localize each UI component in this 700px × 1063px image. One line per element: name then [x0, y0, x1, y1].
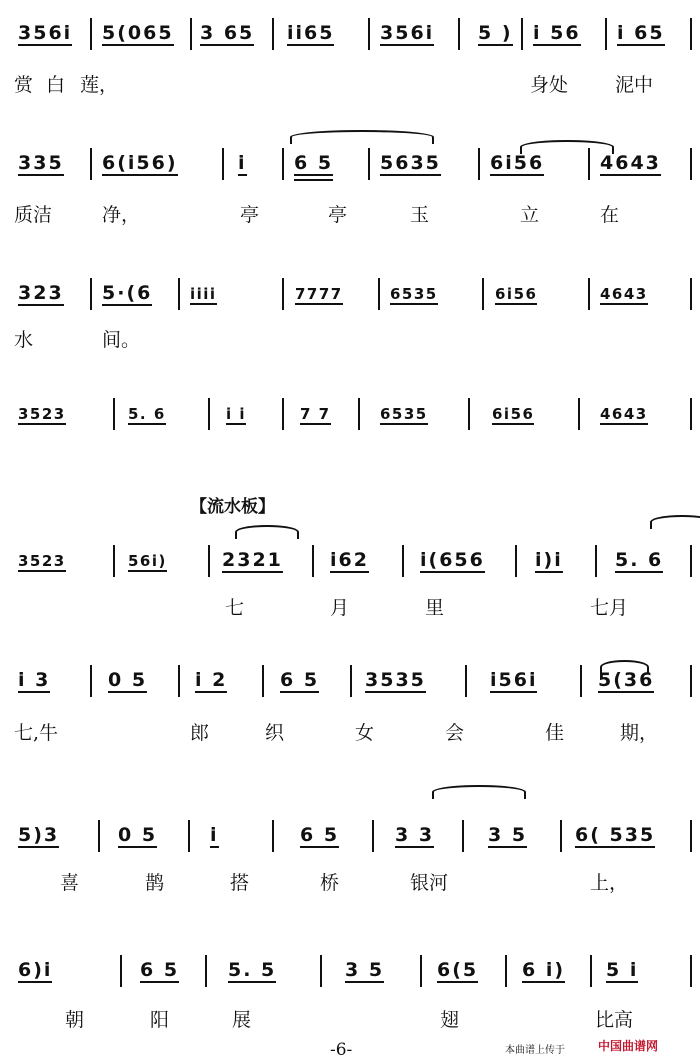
barline: [690, 398, 692, 430]
lyric-syllable: 朝: [65, 1009, 85, 1031]
measure-notes: 6i56: [490, 152, 545, 174]
measure-notes: 5 ): [478, 22, 513, 44]
slur-mark: [520, 140, 614, 154]
barline: [272, 18, 274, 50]
barline: [468, 398, 470, 430]
measure-notes: 6(5: [437, 959, 479, 981]
barline: [690, 820, 692, 852]
lyric-syllable: 水: [14, 329, 34, 351]
measure-notes: 6 5: [140, 959, 180, 981]
measure-notes: 0 5: [118, 824, 158, 846]
lyric-row: [0, 718, 700, 748]
lyric-row: [0, 70, 700, 100]
slur-mark: [290, 130, 434, 144]
barline: [458, 18, 460, 50]
lyric-syllable: 桥: [320, 872, 340, 894]
barline: [478, 148, 480, 180]
barline: [262, 665, 264, 697]
measure-notes: i)i: [535, 549, 563, 571]
lyric-syllable: 亭: [328, 204, 348, 226]
lyric-syllable: 织: [265, 722, 285, 744]
measure-notes: 4643: [600, 152, 661, 174]
measure-notes: 3535: [365, 669, 426, 691]
measure-notes: 5 i: [606, 959, 639, 981]
measure-notes: 6535: [380, 405, 428, 423]
barline: [420, 955, 422, 987]
measure-notes: 6i56: [492, 405, 535, 423]
barline: [378, 278, 380, 310]
measure-notes: i: [238, 152, 247, 174]
barline: [690, 545, 692, 577]
measure-notes: i62: [330, 549, 369, 571]
lyric-syllable: 月: [330, 597, 350, 619]
measure-notes: i 56: [533, 22, 581, 44]
measure-notes: 56i): [128, 552, 167, 570]
lyric-syllable: 在: [600, 204, 620, 226]
barline: [690, 278, 692, 310]
barline: [465, 665, 467, 697]
lyric-syllable: 赏: [14, 74, 34, 96]
barline: [90, 665, 92, 697]
barline: [208, 398, 210, 430]
notation-row: [0, 955, 700, 985]
measure-notes: 3523: [18, 552, 66, 570]
measure-notes: 5)3: [18, 824, 60, 846]
measure-notes: 5(065: [102, 22, 174, 44]
measure-notes: 356i: [380, 22, 435, 44]
measure-notes: 4643: [600, 405, 648, 423]
barline: [590, 955, 592, 987]
barline: [372, 820, 374, 852]
lyric-syllable: 展: [232, 1009, 252, 1031]
measure-notes: 6(i56): [102, 152, 178, 174]
measure-notes: 323: [18, 282, 64, 304]
lyric-syllable: 女: [355, 722, 375, 744]
lyric-row: [0, 200, 700, 230]
barline: [595, 545, 597, 577]
barline: [605, 18, 607, 50]
barline: [190, 18, 192, 50]
barline: [368, 18, 370, 50]
lyric-syllable: 鹊: [145, 872, 165, 894]
measure-notes: 2321: [222, 549, 283, 571]
lyric-row: [0, 1005, 700, 1035]
lyric-syllable: 阳: [150, 1009, 170, 1031]
lyric-syllable: 七,牛: [14, 722, 59, 744]
section-label: 【流水板】: [190, 497, 275, 517]
measure-notes: 5·(6: [102, 282, 153, 304]
lyric-syllable: 玉: [410, 204, 430, 226]
measure-notes: 6i56: [495, 285, 538, 303]
measure-notes: 5(36: [598, 669, 655, 691]
notation-row: [0, 398, 700, 428]
barline: [282, 278, 284, 310]
page-number: -6-: [330, 1040, 353, 1060]
lyric-row: [0, 325, 700, 355]
barline: [282, 398, 284, 430]
notation-row: [0, 278, 700, 308]
barline: [482, 278, 484, 310]
barline: [350, 665, 352, 697]
barline: [690, 148, 692, 180]
barline: [113, 398, 115, 430]
measure-notes: 335: [18, 152, 64, 174]
barline: [90, 18, 92, 50]
lyric-syllable: 搭: [230, 872, 250, 894]
lyric-syllable: 泥中: [615, 74, 654, 96]
notation-row: [0, 545, 700, 575]
site-brand-logo: 中国曲谱网: [598, 1039, 659, 1053]
measure-notes: 5. 6: [615, 549, 664, 571]
lyric-syllable: 莲，: [80, 74, 119, 96]
measure-notes: 5. 6: [128, 405, 166, 423]
measure-notes: i 2: [195, 669, 228, 691]
lyric-syllable: 立: [520, 204, 540, 226]
lyric-syllable: 七: [225, 597, 245, 619]
lyric-syllable: 白: [46, 74, 66, 96]
barline: [560, 820, 562, 852]
measure-notes: 3523: [18, 405, 66, 423]
measure-notes: 7777: [295, 285, 343, 303]
barline: [113, 545, 115, 577]
measure-notes: i 65: [617, 22, 665, 44]
barline: [580, 665, 582, 697]
barline: [578, 398, 580, 430]
lyric-syllable: 间。: [102, 329, 141, 351]
barline: [690, 665, 692, 697]
barline: [505, 955, 507, 987]
slur-mark: [432, 785, 526, 799]
lyric-syllable: 佳: [545, 722, 565, 744]
lyric-syllable: 银河: [410, 872, 449, 894]
measure-notes: 3 5: [345, 959, 385, 981]
lyric-syllable: 比高: [595, 1009, 634, 1031]
barline: [690, 18, 692, 50]
barline: [188, 820, 190, 852]
lyric-syllable: 翅: [440, 1009, 460, 1031]
barline: [358, 398, 360, 430]
barline: [462, 820, 464, 852]
lyric-syllable: 里: [425, 597, 445, 619]
lyric-row: [0, 593, 700, 623]
slur-mark: [650, 515, 700, 529]
measure-notes: 6535: [390, 285, 438, 303]
upload-credit: 本曲谱上传于: [505, 1045, 565, 1056]
barline: [320, 955, 322, 987]
measure-notes: 6 5: [280, 669, 320, 691]
measure-notes: i i: [226, 405, 247, 423]
notation-row: [0, 665, 700, 695]
lyric-row: [0, 868, 700, 898]
measure-notes: 5. 5: [228, 959, 277, 981]
lyric-syllable: 七月: [590, 597, 629, 619]
barline: [272, 820, 274, 852]
measure-notes: i 3: [18, 669, 51, 691]
measure-notes: 0 5: [108, 669, 148, 691]
lyric-syllable: 喜: [60, 872, 80, 894]
barline: [178, 278, 180, 310]
lyric-syllable: 会: [445, 722, 465, 744]
barline: [515, 545, 517, 577]
barline: [178, 665, 180, 697]
barline: [521, 18, 523, 50]
barline: [312, 545, 314, 577]
measure-notes: 6)i: [18, 959, 53, 981]
slur-mark: [600, 660, 649, 674]
measure-notes: i: [210, 824, 219, 846]
barline: [402, 545, 404, 577]
barline: [120, 955, 122, 987]
slur-mark: [235, 525, 299, 539]
lyric-syllable: 亭: [240, 204, 260, 226]
lyric-syllable: 上，: [590, 872, 629, 894]
barline: [588, 278, 590, 310]
measure-notes: 3 65: [200, 22, 255, 44]
measure-notes: i56i: [490, 669, 538, 691]
measure-notes: iiii: [190, 285, 217, 303]
notation-row: [0, 820, 700, 850]
barline: [208, 545, 210, 577]
measure-notes: 5635: [380, 152, 441, 174]
measure-notes: ii65: [287, 22, 335, 44]
lyric-syllable: 期，: [620, 722, 659, 744]
barline: [282, 148, 284, 180]
barline: [205, 955, 207, 987]
measure-notes: i(656: [420, 549, 485, 571]
measure-notes: 356i: [18, 22, 73, 44]
barline: [90, 148, 92, 180]
lyric-syllable: 净，: [102, 204, 141, 226]
barline: [90, 278, 92, 310]
measure-notes: 6 5: [300, 824, 340, 846]
measure-notes: 3 5: [488, 824, 528, 846]
notation-row: [0, 18, 700, 48]
lyric-syllable: 郎: [190, 722, 210, 744]
measure-notes: 6 5: [294, 152, 334, 174]
barline: [98, 820, 100, 852]
lyric-syllable: 身处: [530, 74, 569, 96]
barline: [690, 955, 692, 987]
measure-notes: 3 3: [395, 824, 435, 846]
measure-notes: 6( 535: [575, 824, 656, 846]
measure-notes: 6 i): [522, 959, 566, 981]
measure-notes: 4643: [600, 285, 648, 303]
measure-notes: 7 7: [300, 405, 331, 423]
barline: [222, 148, 224, 180]
lyric-syllable: 质洁: [14, 204, 53, 226]
barline: [368, 148, 370, 180]
